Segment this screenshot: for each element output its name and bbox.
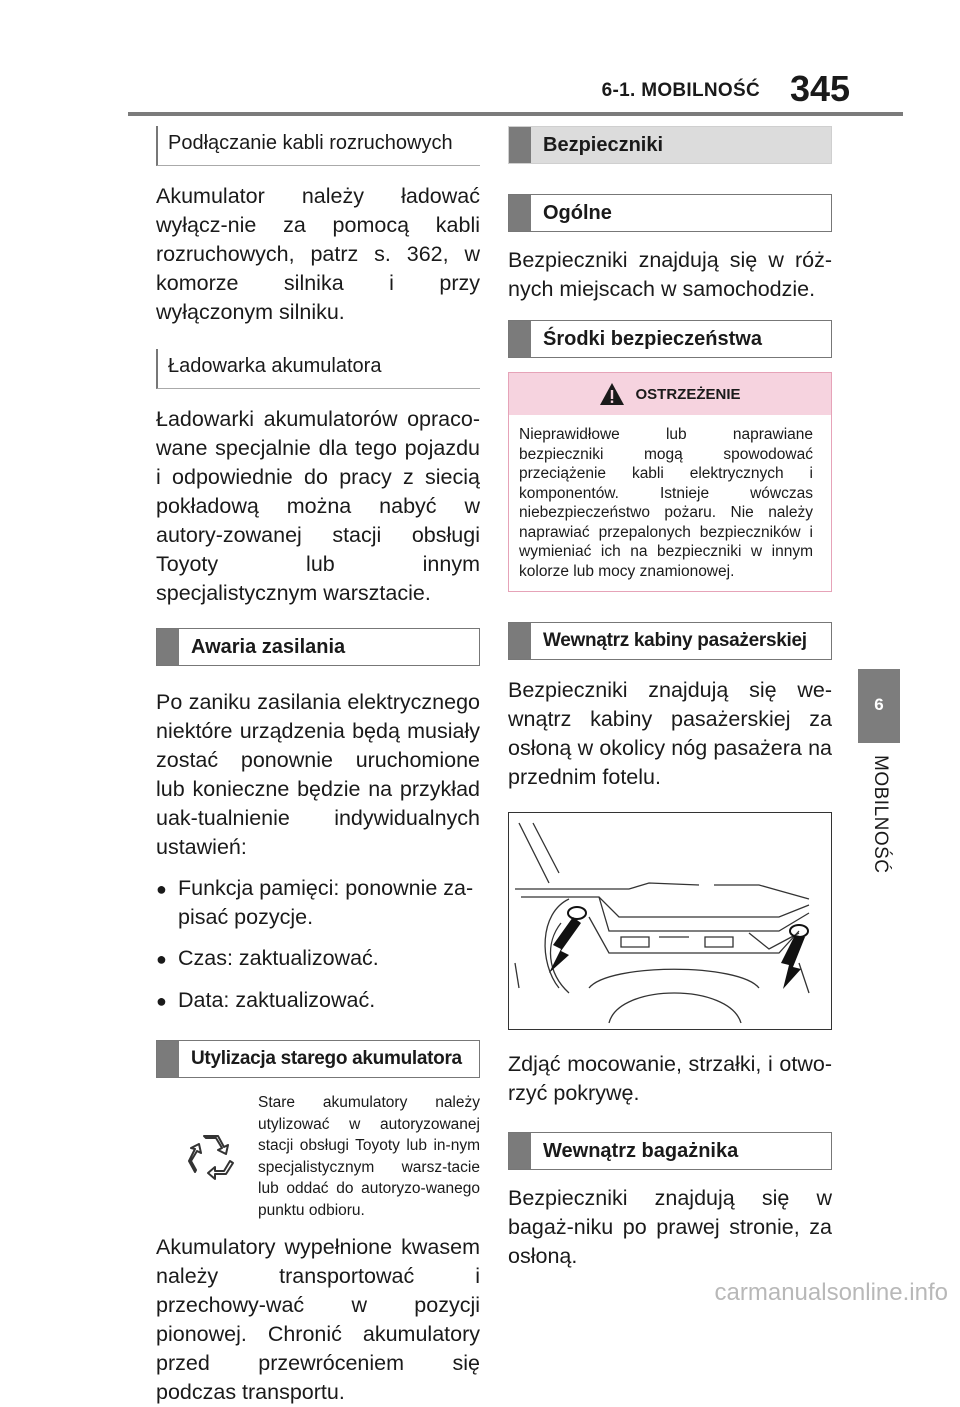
paragraph-remove-cover: Zdjąć mocowanie, strzałki, i otwo-rzyć pokrywę. bbox=[508, 1052, 832, 1105]
list-item-text: Data: zaktualizować. bbox=[178, 988, 376, 1012]
side-tab-label: MOBILNOŚĆ bbox=[870, 755, 891, 874]
paragraph-general: Bezpieczniki znajdują się w róż-nych miejscach w samochodzie. bbox=[508, 248, 832, 301]
heading-disposal bbox=[156, 1040, 480, 1078]
heading-power-failure-label: Awaria zasilania bbox=[191, 636, 346, 658]
list-item-text: Funkcja pamięci: ponownie za-pisać pozycje. bbox=[178, 876, 474, 929]
heading-marker bbox=[509, 321, 531, 357]
recycle-block bbox=[156, 1092, 480, 1221]
paragraph-power-failure: Po zaniku zasilania elektrycznego niektóre urządzenia będą musiały zostać ponownie uruchomione lub konieczne będzie na przykład uak-tualnienie indywidualnych ustawień: bbox=[156, 690, 480, 859]
heading-charger: Ładowarka akumulatora bbox=[156, 349, 480, 389]
header-rule bbox=[128, 112, 903, 116]
heading-fuses bbox=[508, 126, 832, 164]
warning-box bbox=[508, 372, 832, 592]
fuse-cover-drawing bbox=[509, 813, 831, 1029]
fuse-cover-illustration bbox=[508, 812, 832, 1030]
warning-header bbox=[509, 373, 831, 415]
paragraph-charger: Ładowarki akumulatorów opraco-wane specjalnie dla tego pojazdu i odpowiednie do pracy z siecią pokładową można nabyć w autory-zowanej stacji obsługi Toyoty lub innym specjalistycznym warsztacie. bbox=[156, 407, 480, 605]
warning-title: OSTRZEŻENIE bbox=[635, 385, 741, 403]
paragraph-jump-start: Akumulator należy ładować wyłącz-nie za pomocą kabli rozruchowych, patrz s. 362, w komorze silnika i przy wyłączonym silniku. bbox=[156, 184, 480, 324]
paragraph-cabin: Bezpieczniki znajdują się we-wnątrz kabiny pasażerskiej za osłoną w okolicy nóg pasażera na przednim fotelu. bbox=[508, 678, 832, 789]
paragraph-transport: Akumulatory wypełnione kwasem należy transportować i przechowy-wać w pozycji pionowej. Chronić akumulatory przed przewróceniem się podczas transportu. bbox=[156, 1235, 480, 1404]
heading-disposal-label: Utylizacja starego akumulatora bbox=[191, 1048, 462, 1069]
heading-marker bbox=[157, 1041, 179, 1077]
bullet-icon: ● bbox=[156, 879, 167, 899]
heading-marker bbox=[509, 127, 531, 163]
bullet-icon: ● bbox=[156, 991, 167, 1011]
heading-safety bbox=[508, 320, 832, 358]
heading-cabin-label: Wewnątrz kabiny pasażerskiej bbox=[543, 630, 807, 651]
watermark: carmanualsonline.info bbox=[714, 1279, 948, 1306]
heading-safety-label: Środki bezpieczeństwa bbox=[543, 328, 762, 350]
left-column bbox=[156, 126, 480, 1407]
heading-marker bbox=[157, 629, 179, 665]
heading-marker bbox=[509, 1133, 531, 1169]
warning-icon bbox=[599, 382, 625, 406]
heading-general-label: Ogólne bbox=[543, 202, 612, 224]
recycle-icon bbox=[186, 1132, 236, 1182]
page-number: 345 bbox=[790, 68, 851, 109]
list-item bbox=[156, 874, 480, 932]
list-item bbox=[156, 986, 480, 1016]
bullet-icon: ● bbox=[156, 949, 167, 969]
section-title: 6-1. MOBILNOŚĆ bbox=[601, 80, 760, 101]
side-tab: 6 bbox=[858, 669, 900, 743]
warning-text: Nieprawidłowe lub naprawiane bezpieczniki mogą spowodować przeciążenie kabli elektrycznych i komponentów. Istnieje wówczas niebezpieczeństwo pożaru. Nie należy naprawiać przepalonych bezpieczników i wymieniać ich na bezpieczniki w innym kolorze lub mocy znamionowej. bbox=[519, 426, 813, 580]
paragraph-trunk: Bezpieczniki znajdują się w bagaż-niku po prawej stronie, za osłoną. bbox=[508, 1186, 832, 1268]
heading-trunk bbox=[508, 1132, 832, 1170]
heading-fuses-label: Bezpieczniki bbox=[543, 134, 664, 156]
heading-general bbox=[508, 194, 832, 232]
paragraph-recycle: Stare akumulatory należy utylizować w autoryzowanej stacji obsługi Toyoty lub in-nym specjalistycznym warsz-tacie lub oddać do autoryzo-wanego punktu odbioru. bbox=[258, 1094, 480, 1219]
heading-marker bbox=[509, 195, 531, 231]
list-item-text: Czas: zaktualizować. bbox=[178, 946, 379, 970]
heading-power-failure bbox=[156, 628, 480, 666]
heading-jump-start: Podłączanie kabli rozruchowych bbox=[156, 126, 480, 166]
right-column bbox=[508, 126, 832, 1271]
heading-cabin bbox=[508, 622, 832, 660]
list-item bbox=[156, 944, 480, 974]
heading-trunk-label: Wewnątrz bagażnika bbox=[543, 1140, 739, 1162]
heading-marker bbox=[509, 623, 531, 659]
